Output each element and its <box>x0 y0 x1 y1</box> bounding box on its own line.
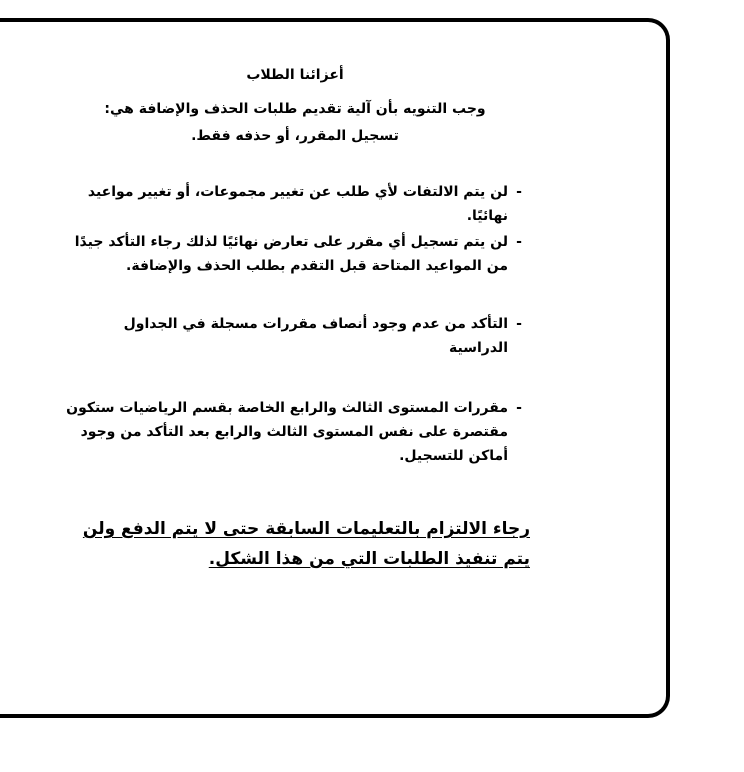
list-item <box>60 396 530 468</box>
bullet-dash: - <box>516 234 522 250</box>
list-item <box>60 312 530 360</box>
bullet-dash: - <box>516 184 522 200</box>
instruction-text: مقررات المستوى الثالث والرابع الخاصة بقسم الرياضيات ستكون مقتصرة على نفس المستوى الثالث والرابع بعد التأكد من وجود أماكن للتسجيل. <box>66 400 508 464</box>
notice-intro: وجب التنويه بأن آلية تقديم طلبات الحذف والإضافة هي: <box>104 101 486 117</box>
notice-greeting: أعزائنا الطلاب <box>246 67 344 83</box>
instruction-text: التأكد من عدم وجود أنصاف مقررات مسجلة في الجداول الدراسية <box>123 316 508 356</box>
list-item <box>60 180 530 228</box>
list-item <box>60 230 530 278</box>
bullet-dash: - <box>516 316 522 332</box>
bullet-dash: - <box>516 400 522 416</box>
notice-mechanism: تسجيل المقرر، أو حذفه فقط. <box>191 128 399 144</box>
closing-warning: رجاء الالتزام بالتعليمات السابقة حتى لا يتم الدفع ولن يتم تنفيذ الطلبات التي من هذا الشكل. <box>82 519 530 569</box>
instruction-text: لن يتم تسجيل أي مقرر على تعارض نهائيًا لذلك رجاء التأكد جيدًا من المواعيد المتاحة قبل التقدم بطلب الحذف والإضافة. <box>74 234 508 274</box>
instruction-text: لن يتم الالتفات لأي طلب عن تغيير مجموعات، أو تغيير مواعيد نهائيًا. <box>87 184 508 224</box>
notice-document <box>60 62 530 591</box>
instructions-list <box>60 180 530 468</box>
